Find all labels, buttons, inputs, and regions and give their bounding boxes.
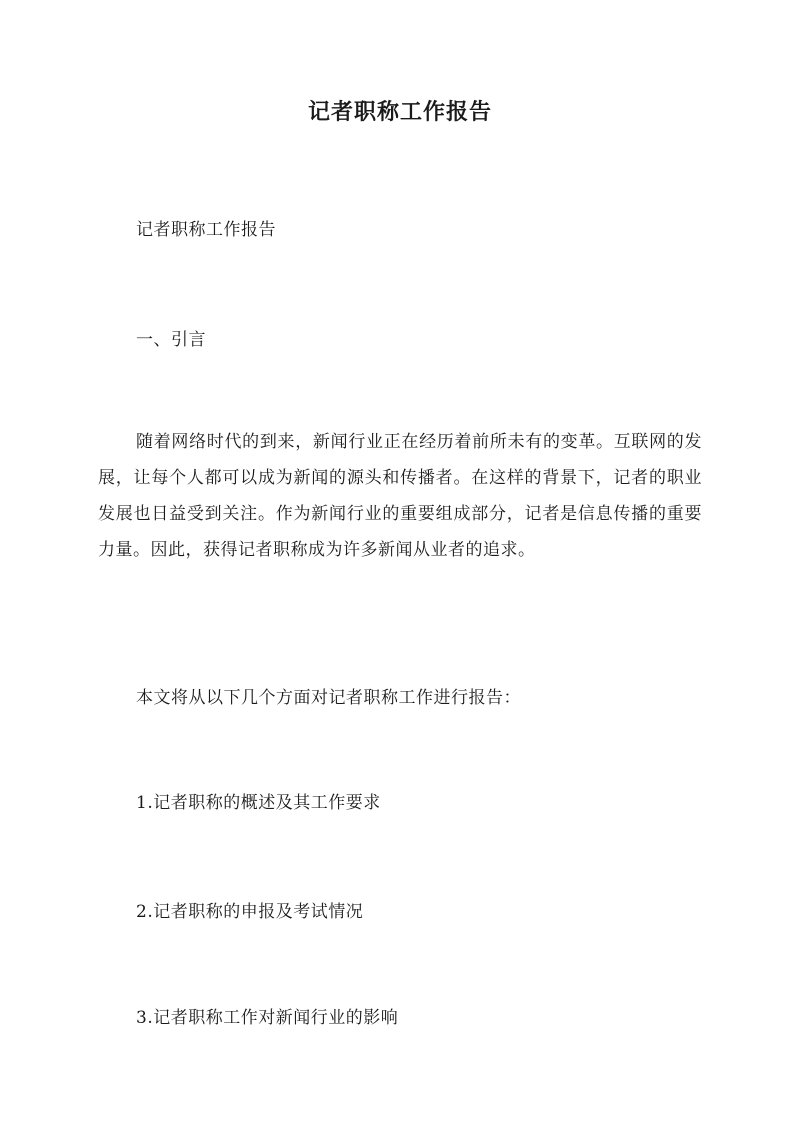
outline-item-3: 3.记者职称工作对新闻行业的影响 [136,1008,399,1028]
section-heading: 一、引言 [136,330,206,350]
outline-lead: 本文将从以下几个方面对记者职称工作进行报告： [136,688,521,708]
document-subtitle: 记者职称工作报告 [136,220,276,240]
document-title: 记者职称工作报告 [307,99,492,125]
outline-item-1: 1.记者职称的概述及其工作要求 [136,793,381,813]
intro-paragraph: 随着网络时代的到来，新闻行业正在经历着前所未有的变革。互联网的发展，让每个人都可以成为新闻的源头和传播者。在这样的背景下，记者的职业发展也日益受到关注。作为新闻行业的重要组成部分，记者是信息传播的重要力量。因此，获得记者职称成为许多新闻从业者的追求。 [98,432,702,560]
outline-item-2: 2.记者职称的申报及考试情况 [136,902,364,922]
